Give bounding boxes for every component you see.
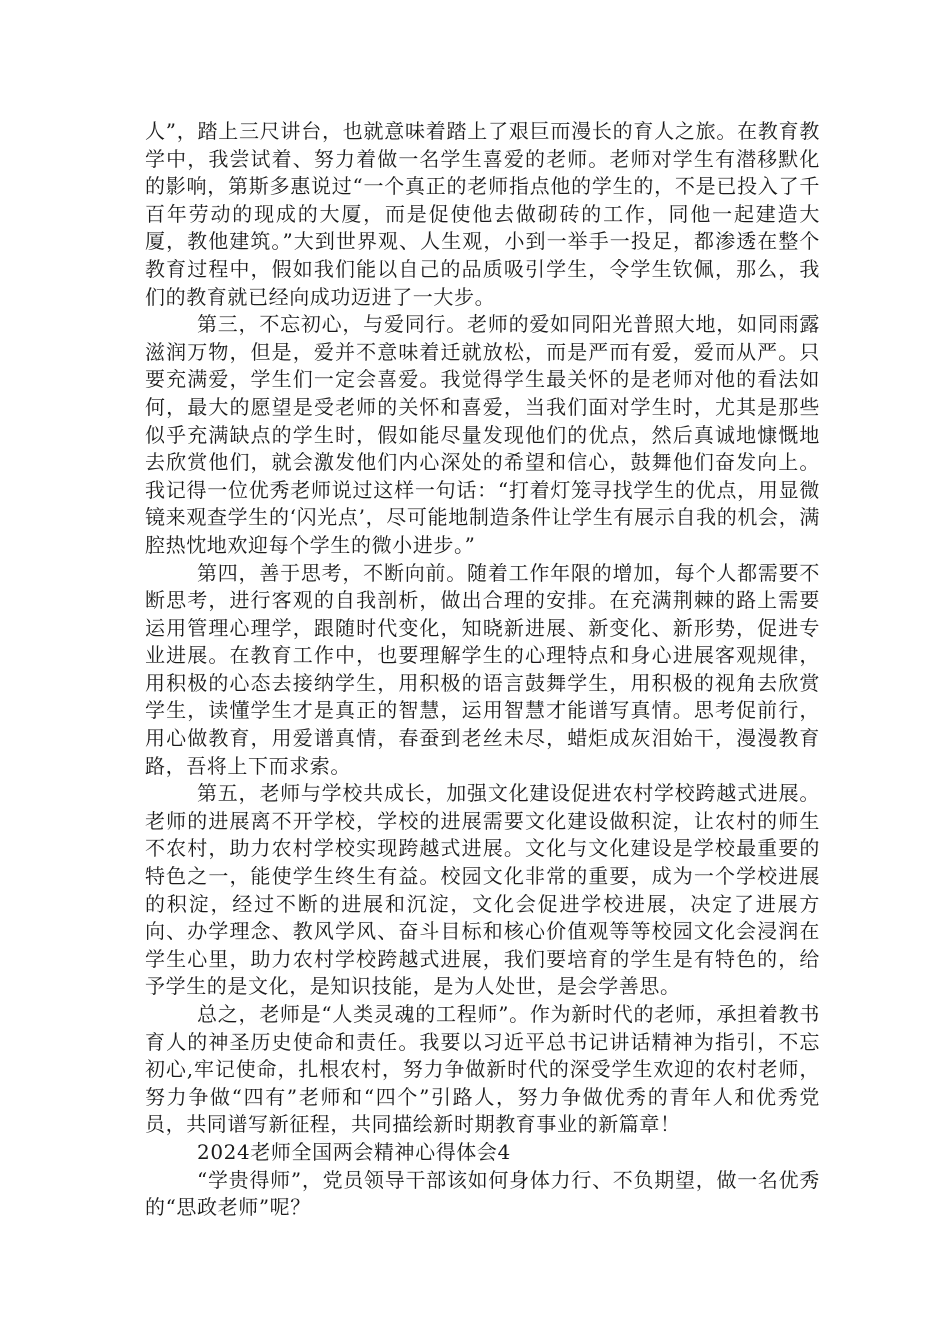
paragraph-third-point: 第三，不忘初心，与爱同行。老师的爱如同阳光普照大地，如同雨露滋润万物，但是，爱并不意味着迁就放松，而是严而有爱，爱而从严。只要充满爱，学生们一定会喜爱。我觉得学生最关怀的是老师对他的看法如何，最大的愿望是受老师的关怀和喜爱，当我们面对学生时，尤其是那些似乎充满缺点的学生时，假如能尽量发现他们的优点，然后真诚地慷慨地去欣赏他们，就会激发他们内心深处的希望和信心，鼓舞他们奋发向上。我记得一位优秀老师说过这样一句话：“打着灯笼寻找学生的优点，用显微镜来观查学生的‘闪光点’，尽可能地制造条件让学生有展示自我的机会，满腔热忱地欢迎每个学生的微小进步。” xyxy=(145,312,820,557)
section-title: 2024老师全国两会精神心得体会4 xyxy=(197,1139,511,1164)
paragraph-fifth-point: 第五，老师与学校共成长，加强文化建设促进农村学校跨越式进展。老师的进展离不开学校，学校的进展需要文化建设做积淀，让农村的师生不农村，助力农村学校实现跨越式进展。文化与文化建设是学校最重要的特色之一，能使学生终生有益。校园文化非常的重要，成为一个学校进展的积淀，经过不断的进展和沉淀，文化会促进学校进展，决定了进展方向、办学理念、教风学风、奋斗目标和核心价值观等等校园文化会浸润在学生心里，助力农村学校跨越式进展，我们要培育的学生是有特色的，给予学生的是文化，是知识技能，是为人处世，是会学善思。 xyxy=(145,781,820,999)
paragraph-conclusion: 总之，老师是“人类灵魂的工程师”。作为新时代的老师，承担着教书育人的神圣历史使命和责任。我要以习近平总书记讲话精神为指引，不忘初心,牢记使命，扎根农村，努力争做新时代的深受学生欢迎的农村老师，努力争做“四有”老师和“四个”引路人，努力争做优秀的青年人和优秀党员，共同谱写新征程，共同描绘新时期教育事业的新篇章！ xyxy=(145,1002,820,1137)
paragraph-fourth-point: 第四，善于思考，不断向前。随着工作年限的增加，每个人都需要不断思考，进行客观的自我剖析，做出合理的安排。在充满荆棘的路上需要运用管理心理学，跟随时代变化，知晓新进展、新变化、新形势，促进专业进展。在教育工作中，也要理解学生的心理特点和身心进展客观规律，用积极的心态去接纳学生，用积极的语言鼓舞学生，用积极的视角去欣赏学生，读懂学生才是真正的智慧，运用智慧才能谱写真情。思考促前行，用心做教育，用爱谱真情，春蚕到老丝未尽，蜡炬成灰泪始干，漫漫教育路，吾将上下而求索。 xyxy=(145,560,820,778)
document-page xyxy=(145,118,820,1222)
paragraph-closing: “学贵得师”，党员领导干部该如何身体力行、不负期望，做一名优秀的“思政老师”呢？ xyxy=(145,1167,820,1220)
paragraph-intro: 人”，踏上三尺讲台，也就意味着踏上了艰巨而漫长的育人之旅。在教育教学中，我尝试着、努力着做一名学生喜爱的老师。老师对学生有潜移默化的影响，第斯多惠说过“一个真正的老师指点他的学生的，不是已投入了千百年劳动的现成的大厦，而是促使他去做砌砖的工作，同他一起建造大厦，教他建筑。”大到世界观、人生观，小到一举手一投足，都渗透在整个教育过程中，假如我们能以自己的品质吸引学生，令学生钦佩，那么，我们的教育就已经向成功迈进了一大步。 xyxy=(145,119,820,309)
